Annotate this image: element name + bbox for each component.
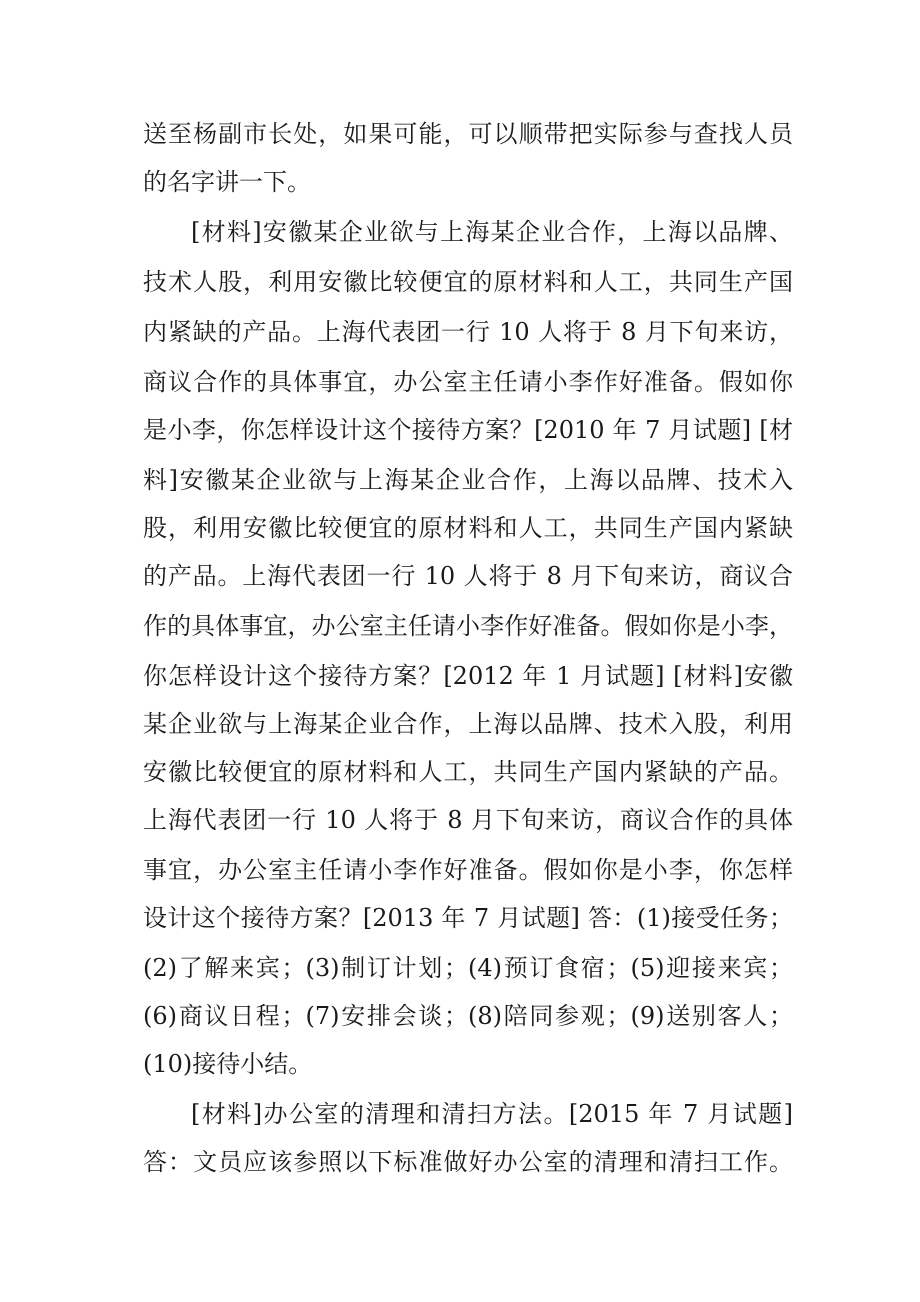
text-line: 商议合作的具体事宜，办公室主任请小李作好准备。假如你 bbox=[143, 368, 793, 396]
text-line: 是小李，你怎样设计这个接待方案？[2010 年 7 月试题] [材 bbox=[143, 416, 793, 444]
text-line: (6)商议日程；(7)安排会谈；(8)陪同参观；(9)送别客人； bbox=[143, 1002, 793, 1030]
text-line: 送至杨副市长处，如果可能，可以顺带把实际参与查找人员 bbox=[143, 120, 793, 148]
text-line: 技术人股，利用安徽比较便宜的原材料和人工，共同生产国 bbox=[143, 268, 793, 296]
text-line: [材料]办公室的清理和清扫方法。[2015 年 7 月试题] bbox=[191, 1100, 793, 1128]
text-line: 你怎样设计这个接待方案？[2012 年 1 月试题] [材料]安徽 bbox=[143, 662, 793, 690]
text-line: 安徽比较便宜的原材料和人工，共同生产国内紧缺的产品。 bbox=[143, 758, 793, 786]
text-line: 事宜，办公室主任请小李作好准备。假如你是小李，你怎样 bbox=[143, 856, 793, 884]
text-line: 股，利用安徽比较便宜的原材料和人工，共同生产国内紧缺 bbox=[143, 514, 793, 542]
text-line: 内紧缺的产品。上海代表团一行 10 人将于 8 月下旬来访， bbox=[143, 318, 793, 346]
text-line: 料]安徽某企业欲与上海某企业合作，上海以品牌、技术入 bbox=[143, 466, 793, 494]
text-line: 答：文员应该参照以下标准做好办公室的清理和清扫工作。 bbox=[143, 1148, 793, 1176]
text-line: (2)了解来宾；(3)制订计划；(4)预订食宿；(5)迎接来宾； bbox=[143, 954, 793, 982]
text-line: 的产品。上海代表团一行 10 人将于 8 月下旬来访，商议合 bbox=[143, 562, 793, 590]
text-line: 的名字讲一下。 bbox=[143, 168, 311, 196]
text-line: 作的具体事宜，办公室主任请小李作好准备。假如你是小李， bbox=[143, 612, 793, 640]
text-line: 某企业欲与上海某企业合作，上海以品牌、技术入股，利用 bbox=[143, 710, 793, 738]
text-line: 上海代表团一行 10 人将于 8 月下旬来访，商议合作的具体 bbox=[143, 806, 793, 834]
text-line: [材料]安徽某企业欲与上海某企业合作，上海以品牌、 bbox=[191, 218, 793, 246]
text-line: 设计这个接待方案？[2013 年 7 月试题] 答：(1)接受任务； bbox=[143, 904, 793, 932]
text-line: (10)接待小结。 bbox=[143, 1050, 313, 1078]
